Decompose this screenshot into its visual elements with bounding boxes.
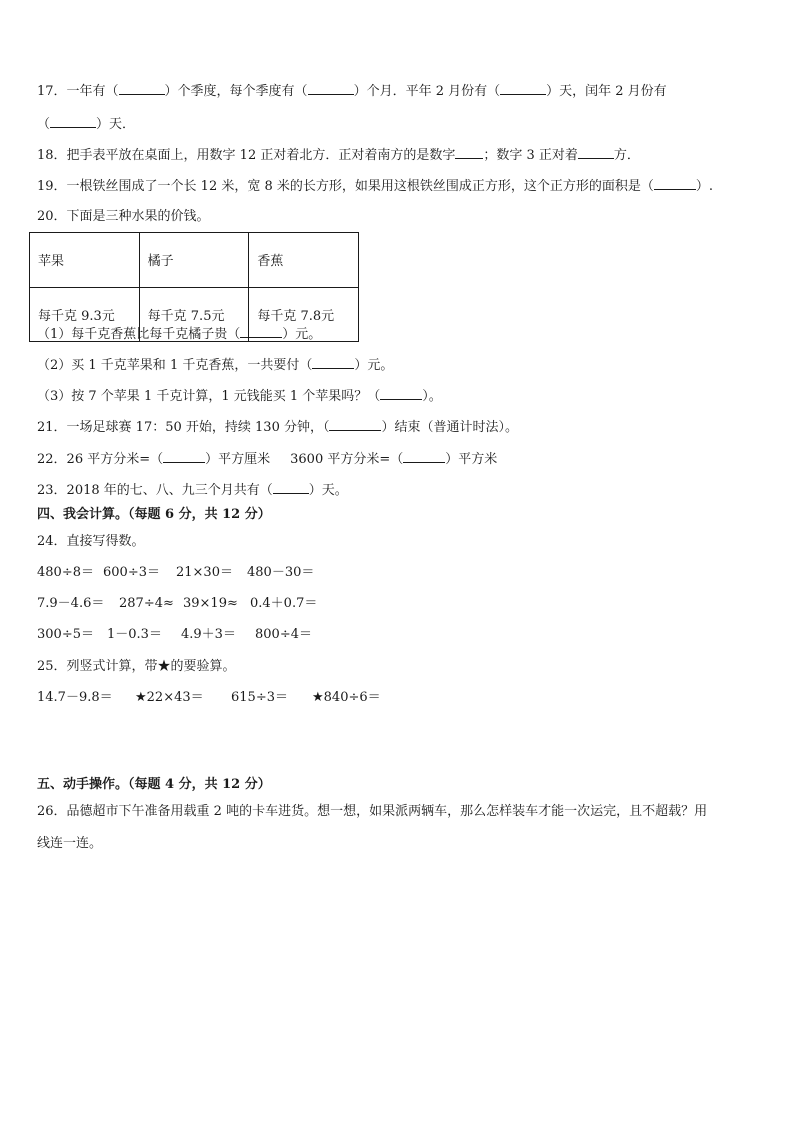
calc-item: 300÷5＝ xyxy=(37,627,94,642)
q20-sub2-text1: （2）买 1 千克苹果和 1 千克香蕉，一共要付（ xyxy=(37,358,313,373)
question-23 xyxy=(37,481,348,500)
table-header-cell: 橘子 xyxy=(139,233,249,288)
calc-item: 480－30＝ xyxy=(247,565,315,580)
calc-item: 615÷3＝ xyxy=(231,690,288,705)
q17-text3: ）个月．平年 2 月份有（ xyxy=(353,84,501,99)
question-24-title: 24．直接写得数。 xyxy=(37,534,145,549)
table-cell: 每千克 9.3元 xyxy=(30,287,140,342)
calc-item: 600÷3＝ xyxy=(103,565,160,580)
calc-row xyxy=(37,595,317,613)
answer-blank[interactable] xyxy=(380,387,422,400)
table-cell: 每千克 7.5元 xyxy=(139,287,249,342)
q19-text1: 19．一根铁丝围成了一个长 12 米，宽 8 米的长方形，如果用这根铁丝围成正方形，这个正方形的面积是（ xyxy=(37,179,654,194)
q18-text2: ；数字 3 正对着 xyxy=(483,148,578,163)
calc-item: 21×30＝ xyxy=(176,565,233,580)
q17-text2: ）个季度，每个季度有（ xyxy=(164,84,308,99)
calc-item: 800÷4＝ xyxy=(255,627,312,642)
q23-text2: ）天。 xyxy=(308,483,348,498)
q23-text1: 23．2018 年的七、八、九三个月共有（ xyxy=(37,483,273,498)
answer-blank[interactable] xyxy=(308,82,354,95)
q20-sub1-text1: （1）每千克香蕉比每千克橘子贵（ xyxy=(37,327,241,342)
question-17-line1 xyxy=(37,82,667,101)
q17-text4: ）天，闰年 2 月份有 xyxy=(546,84,667,99)
calc-item: ★840÷6＝ xyxy=(312,690,381,705)
q20-sub2-text2: ）元。 xyxy=(354,358,394,373)
q21-text1: 21．一场足球赛 17：50 开始，持续 130 分钟，（ xyxy=(37,420,330,435)
question-26-line2: 线连一连。 xyxy=(37,836,103,851)
answer-blank[interactable] xyxy=(403,450,445,463)
answer-blank[interactable] xyxy=(578,146,614,159)
question-25-title: 25．列竖式计算，带★的要验算。 xyxy=(37,659,236,674)
answer-blank[interactable] xyxy=(163,450,205,463)
calc-item: 0.4＋0.7＝ xyxy=(250,596,318,611)
calc-item: 39×19≈ xyxy=(183,596,238,611)
calc-item: 4.9＋3＝ xyxy=(181,627,236,642)
calc-item: 480÷8＝ xyxy=(37,565,94,580)
answer-blank[interactable] xyxy=(273,481,309,494)
q22-text1: 22．26 平方分米=（ xyxy=(37,452,164,467)
section-5-heading: 五、动手操作。（每题 4 分，共 12 分） xyxy=(37,777,271,792)
q17-text1: 17．一年有（ xyxy=(37,84,119,99)
question-18 xyxy=(37,146,640,165)
question-20-sub1 xyxy=(37,325,321,344)
q21-text2: ）结束（普通计时法）。 xyxy=(381,420,518,435)
q20-sub3-text1: （3）按 7 个苹果 1 千克计算，1 元钱能买 1 个苹果吗？（ xyxy=(37,389,381,404)
answer-blank[interactable] xyxy=(240,325,282,338)
section-4-heading: 四、我会计算。（每题 6 分，共 12 分） xyxy=(37,507,271,522)
question-20-sub2 xyxy=(37,356,393,375)
answer-blank[interactable] xyxy=(455,146,483,159)
calc-item: 14.7－9.8＝ xyxy=(37,690,113,705)
answer-blank[interactable] xyxy=(329,418,381,431)
answer-blank[interactable] xyxy=(312,356,354,369)
calc-row xyxy=(37,564,314,582)
calc-item: ★22×43＝ xyxy=(135,690,204,705)
question-17-line2 xyxy=(37,115,135,134)
table-row xyxy=(30,233,359,288)
answer-blank[interactable] xyxy=(654,177,696,190)
q18-text3: 方． xyxy=(613,148,640,163)
q20-sub3-text2: ）。 xyxy=(422,389,442,404)
question-26-line1: 26．品德超市下午准备用载重 2 吨的卡车进货。想一想，如果派两辆车，那么怎样装车才能一次运完，且不超载？用 xyxy=(37,804,708,819)
q17-text5: （ xyxy=(37,117,51,132)
q22-text4: ）平方米 xyxy=(445,452,498,467)
q20-sub1-text2: ）元。 xyxy=(282,327,322,342)
vertical-calc-row xyxy=(37,689,381,707)
calc-item: 7.9－4.6＝ xyxy=(37,596,105,611)
answer-blank[interactable] xyxy=(50,115,96,128)
answer-blank[interactable] xyxy=(500,82,546,95)
q22-text3: 3600 平方分米=（ xyxy=(290,452,404,467)
q19-text2: ）. xyxy=(695,179,714,194)
answer-blank[interactable] xyxy=(119,82,165,95)
question-22 xyxy=(37,450,497,469)
table-header-cell: 苹果 xyxy=(30,233,140,288)
question-20-title: 20．下面是三种水果的价钱。 xyxy=(37,209,210,224)
question-19 xyxy=(37,177,713,196)
q17-text6: ）天． xyxy=(96,117,136,132)
table-cell: 每千克 7.8元 xyxy=(249,287,359,342)
calc-row xyxy=(37,626,312,644)
question-21 xyxy=(37,418,518,437)
q18-text1: 18．把手表平放在桌面上，用数字 12 正对着北方．正对着南方的是数字 xyxy=(37,148,456,163)
question-20-sub3 xyxy=(37,387,442,406)
calc-item: 287÷4≈ xyxy=(119,596,174,611)
calc-item: 1－0.3＝ xyxy=(107,627,162,642)
table-header-cell: 香蕉 xyxy=(249,233,359,288)
q22-text2: ）平方厘米 xyxy=(205,452,271,467)
